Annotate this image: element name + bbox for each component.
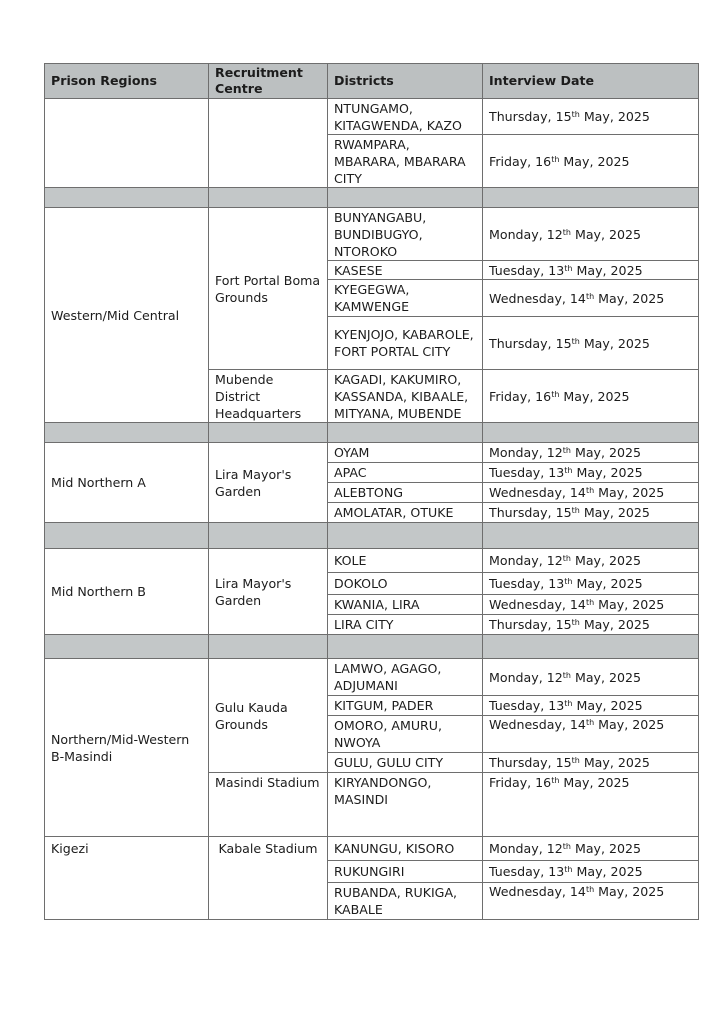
region-cell: Northern/Mid-Western B-Masindi — [45, 659, 209, 837]
table-row — [45, 659, 699, 696]
districts-cell: KASESE — [328, 261, 483, 280]
date-cell: Thursday, 15th May, 2025 — [483, 615, 699, 635]
date-cell: Wednesday, 14th May, 2025 — [483, 716, 699, 753]
centre-cell: Lira Mayor's Garden — [209, 443, 328, 523]
separator-row — [45, 635, 699, 659]
interview-schedule-table — [44, 63, 699, 920]
date-cell: Wednesday, 14th May, 2025 — [483, 280, 699, 317]
separator-row — [45, 188, 699, 208]
date-cell: Monday, 12th May, 2025 — [483, 549, 699, 573]
districts-cell: DOKOLO — [328, 573, 483, 595]
header-districts: Districts — [328, 64, 483, 99]
districts-cell: RWAMPARA, MBARARA, MBARARA CITY — [328, 135, 483, 188]
centre-cell: Gulu Kauda Grounds — [209, 659, 328, 773]
districts-cell: RUKUNGIRI — [328, 861, 483, 883]
date-cell: Wednesday, 14th May, 2025 — [483, 883, 699, 920]
date-cell: Monday, 12th May, 2025 — [483, 443, 699, 463]
region-cell: Mid Northern B — [45, 549, 209, 635]
centre-cell: Masindi Stadium — [209, 773, 328, 837]
date-cell: Tuesday, 13th May, 2025 — [483, 573, 699, 595]
districts-cell: KYENJOJO, KABAROLE, FORT PORTAL CITY — [328, 317, 483, 370]
centre-cell: Mubende District Headquarters — [209, 370, 328, 423]
districts-cell: KANUNGU, KISORO — [328, 837, 483, 861]
date-cell: Friday, 16th May, 2025 — [483, 773, 699, 837]
date-cell: Thursday, 15th May, 2025 — [483, 753, 699, 773]
districts-cell: RUBANDA, RUKIGA, KABALE — [328, 883, 483, 920]
region-cell — [45, 99, 209, 188]
date-cell: Tuesday, 13th May, 2025 — [483, 261, 699, 280]
districts-cell: KIRYANDONGO, MASINDI — [328, 773, 483, 837]
separator-row — [45, 423, 699, 443]
districts-cell: APAC — [328, 463, 483, 483]
date-cell: Friday, 16th May, 2025 — [483, 370, 699, 423]
date-cell: Friday, 16th May, 2025 — [483, 135, 699, 188]
table-row — [45, 208, 699, 261]
separator-row — [45, 523, 699, 549]
districts-cell: ALEBTONG — [328, 483, 483, 503]
districts-cell: BUNYANGABU, BUNDIBUGYO, NTOROKO — [328, 208, 483, 261]
date-cell: Tuesday, 13th May, 2025 — [483, 696, 699, 716]
centre-cell — [209, 99, 328, 188]
header-recruitment-centre: Recruitment Centre — [209, 64, 328, 99]
date-cell: Monday, 12th May, 2025 — [483, 659, 699, 696]
centre-cell: Fort Portal Boma Grounds — [209, 208, 328, 370]
region-cell: Kigezi — [45, 837, 209, 920]
districts-cell: KWANIA, LIRA — [328, 595, 483, 615]
date-cell: Monday, 12th May, 2025 — [483, 208, 699, 261]
districts-cell: AMOLATAR, OTUKE — [328, 503, 483, 523]
date-cell: Thursday, 15th May, 2025 — [483, 317, 699, 370]
header-prison-regions: Prison Regions — [45, 64, 209, 99]
date-cell: Tuesday, 13th May, 2025 — [483, 861, 699, 883]
date-cell: Wednesday, 14th May, 2025 — [483, 483, 699, 503]
date-cell: Thursday, 15th May, 2025 — [483, 99, 699, 135]
districts-cell: KITGUM, PADER — [328, 696, 483, 716]
table-row — [45, 837, 699, 861]
table-row — [45, 549, 699, 573]
districts-cell: LIRA CITY — [328, 615, 483, 635]
date-cell: Tuesday, 13th May, 2025 — [483, 463, 699, 483]
table-row — [45, 99, 699, 135]
centre-cell: Lira Mayor's Garden — [209, 549, 328, 635]
districts-cell: OYAM — [328, 443, 483, 463]
districts-cell: KOLE — [328, 549, 483, 573]
districts-cell: NTUNGAMO, KITAGWENDA, KAZO — [328, 99, 483, 135]
districts-cell: KYEGEGWA, KAMWENGE — [328, 280, 483, 317]
date-cell: Thursday, 15th May, 2025 — [483, 503, 699, 523]
districts-cell: OMORO, AMURU, NWOYA — [328, 716, 483, 753]
date-cell: Wednesday, 14th May, 2025 — [483, 595, 699, 615]
districts-cell: LAMWO, AGAGO, ADJUMANI — [328, 659, 483, 696]
header-interview-date: Interview Date — [483, 64, 699, 99]
region-cell: Western/Mid Central — [45, 208, 209, 423]
table-row — [45, 443, 699, 463]
region-cell: Mid Northern A — [45, 443, 209, 523]
districts-cell: KAGADI, KAKUMIRO, KASSANDA, KIBAALE, MITYANA, MUBENDE — [328, 370, 483, 423]
centre-cell: Kabale Stadium — [209, 837, 328, 920]
districts-cell: GULU, GULU CITY — [328, 753, 483, 773]
date-cell: Monday, 12th May, 2025 — [483, 837, 699, 861]
header-row — [45, 64, 699, 99]
